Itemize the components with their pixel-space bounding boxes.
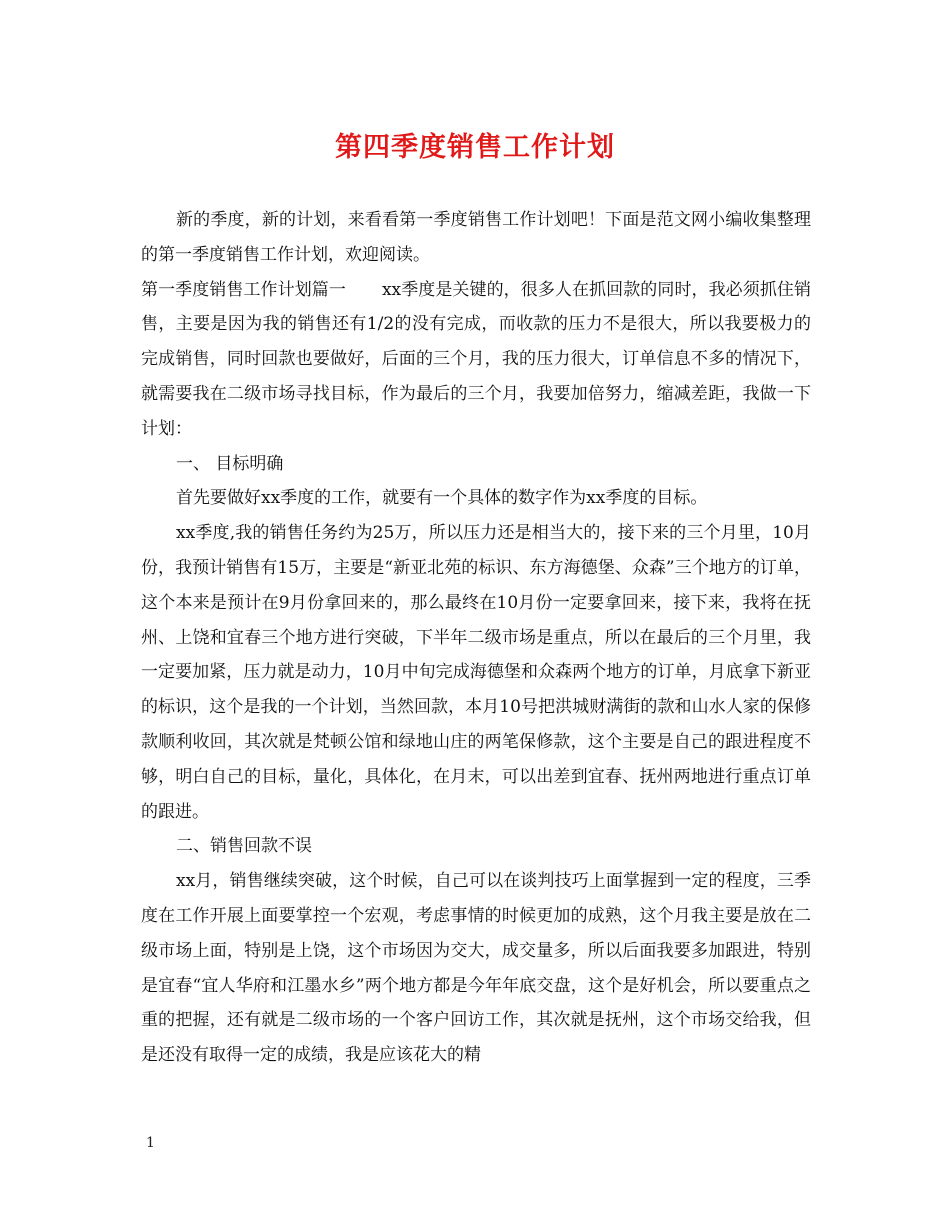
document-body	[141, 203, 811, 1073]
document-title: 第四季度销售工作计划	[335, 132, 615, 163]
part-one-paragraph	[141, 273, 811, 447]
section-heading-2: 二、销售回款不误	[176, 836, 312, 857]
paragraph-3: xx月，销售继续突破，这个时候，自己可以在谈判技巧上面掌握到一定的程度，三季度在工作开展上面要掌控一个宏观，考虑事情的时候更加的成熟，这个月我主要是放在二级市场上面，特别是上饶，这个市场因为交大，成交量多，所以后面我要多加跟进，特别是宜春“宜人华府和江墨水乡”两个地方都是今年年底交盘，这个是好机会，所以要重点之重的把握，还有就是二级市场的一个客户回访工作，其次就是抚州，这个市场交给我，但是还没有取得一定的成绩，我是应该花大的精	[141, 871, 811, 1066]
paragraph-2: xx季度,我的销售任务约为25万，所以压力还是相当大的，接下来的三个月里，10月份，我预计销售有15万，主要是“新亚北苑的标识、东方海德堡、众森”三个地方的订单，这个本来是预计在9月份拿回来的，那么最终在10月份一定要拿回来，接下来，我将在抚州、上饶和宜春三个地方进行突破，下半年二级市场是重点，所以在最后的三个月里，我一定要加紧，压力就是动力，10月中旬完成海德堡和众森两个地方的订单，月底拿下新亚的标识，这个是我的一个计划，当然回款，本月10号把洪城财满街的款和山水人家的保修款顺利收回，其次就是梵顿公馆和绿地山庄的两笔保修款，这个主要是自己的跟进程度不够，明白自己的目标，量化，具体化，在月末，可以出差到宜春、抚州两地进行重点订单的跟进。	[141, 523, 811, 822]
part-text: xx季度是关键的，很多人在抓回款的同时，我必须抓住销售，主要是因为我的销售还有1/2的没有完成，而收款的压力不是很大，所以我要极力的完成销售，同时回款也要做好，后面的三个月，我的压力很大，订单信息不多的情况下，就需要我在二级市场寻找目标，作为最后的三个月，我要加倍努力，缩减差距，我做一下计划：	[141, 279, 811, 439]
part-label: 第一季度销售工作计划篇一	[141, 279, 346, 300]
paragraph-1: 首先要做好xx季度的工作，就要有一个具体的数字作为xx季度的目标。	[176, 488, 708, 509]
page-number: 1	[146, 1135, 155, 1151]
section-heading-1: 一、 目标明确	[176, 453, 284, 474]
intro-paragraph: 新的季度，新的计划，来看看第一季度销售工作计划吧！下面是范文网小编收集整理的第一季度销售工作计划，欢迎阅读。	[141, 210, 811, 265]
